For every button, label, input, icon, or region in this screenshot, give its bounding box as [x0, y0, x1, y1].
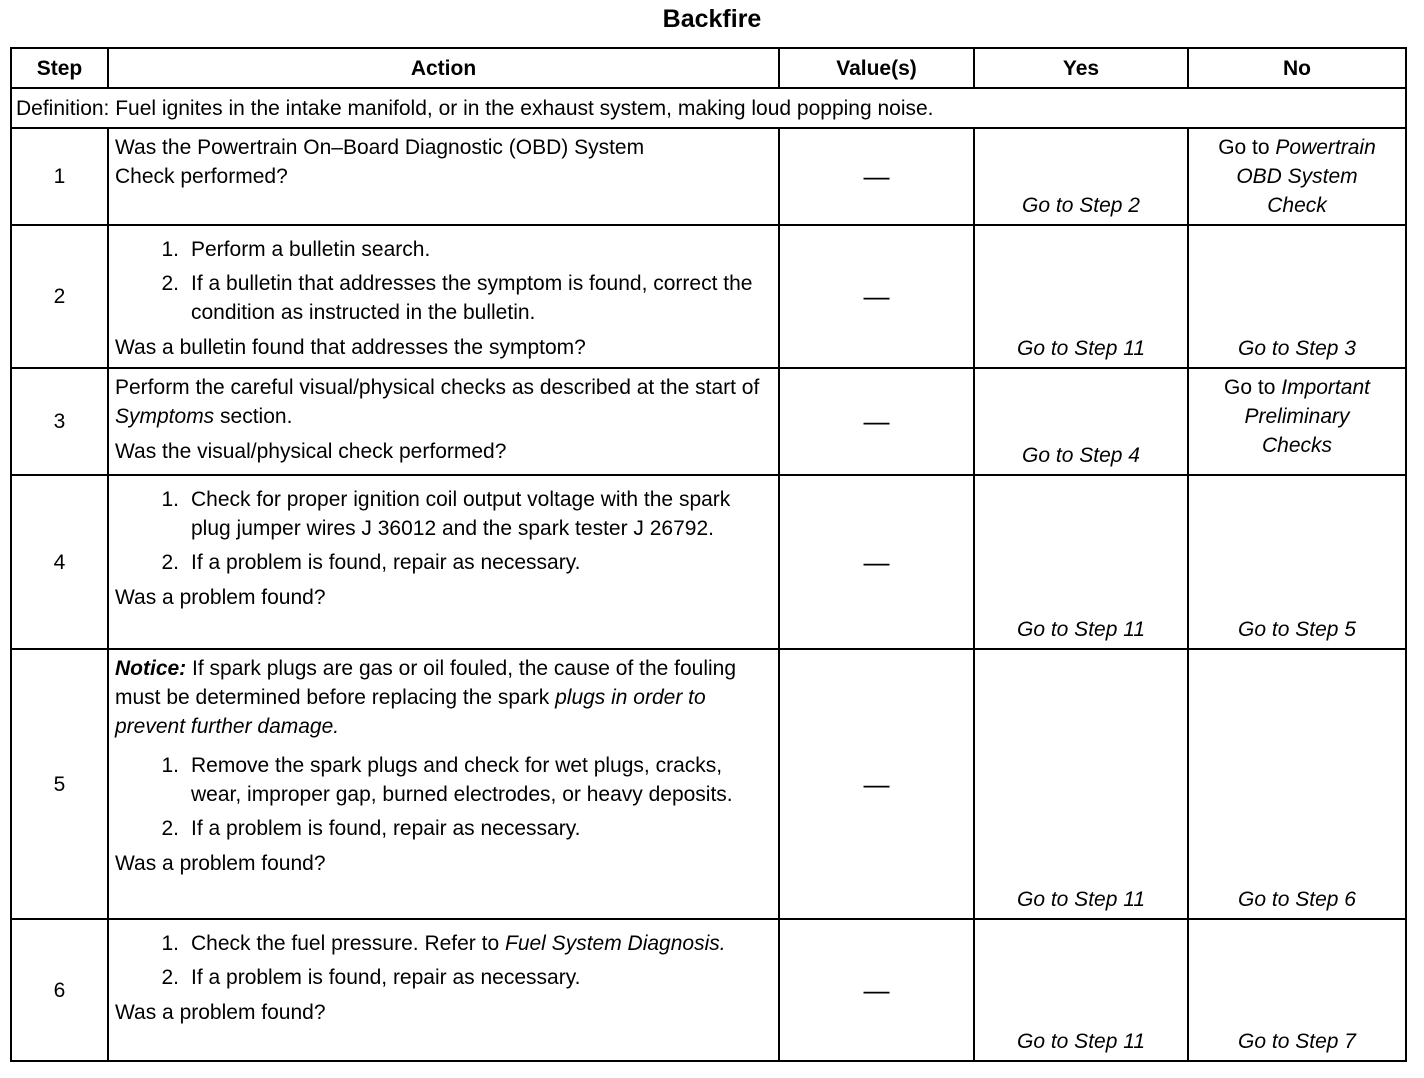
notice-label: Notice:	[115, 657, 187, 680]
table-row	[11, 225, 1406, 368]
yes-cell: Go to Step 11	[974, 225, 1188, 368]
notice-text: If spark plugs are gas or oil fouled, the cause of the fouling must be determined before replacing the spark	[115, 657, 737, 709]
step-number: 4	[11, 475, 108, 649]
value-cell: —	[779, 649, 974, 919]
yes-cell: Go to Step 2	[974, 128, 1188, 225]
no-cell	[1188, 128, 1406, 225]
diagnostic-table	[10, 47, 1407, 1062]
value-cell: —	[779, 128, 974, 225]
table-row	[11, 919, 1406, 1061]
action-line: Check performed?	[115, 165, 288, 188]
action-cell	[108, 368, 779, 475]
no-link: Important	[1281, 376, 1370, 399]
action-line: Was the Powertrain On–Board Diagnostic (OBD) System	[115, 136, 645, 159]
question-text: Was a problem found?	[115, 586, 326, 609]
no-link: Powertrain	[1275, 136, 1376, 159]
no-link: OBD System	[1236, 165, 1358, 188]
header-row	[11, 48, 1406, 88]
action-link: Fuel System Diagnosis.	[505, 932, 726, 955]
action-cell	[108, 475, 779, 649]
yes-cell: Go to Step 11	[974, 919, 1188, 1061]
value-cell: —	[779, 368, 974, 475]
list-item: 1. Remove the spark plugs and check for wet plugs, cracks, wear, improper gap, burned electrodes, or heavy deposits.	[161, 754, 733, 806]
step-number: 1	[11, 128, 108, 225]
step-number: 5	[11, 649, 108, 919]
action-text: section.	[220, 405, 293, 428]
action-cell	[108, 225, 779, 368]
no-link: Checks	[1261, 434, 1333, 457]
yes-cell: Go to Step 4	[974, 368, 1188, 475]
list-item: 1. Check the fuel pressure. Refer to Fuel System Diagnosis.	[161, 932, 726, 955]
no-cell: Go to Step 5	[1188, 475, 1406, 649]
table-row	[11, 368, 1406, 475]
yes-cell: Go to Step 11	[974, 649, 1188, 919]
step-number: 6	[11, 919, 108, 1061]
step-number: 2	[11, 225, 108, 368]
no-cell: Go to Step 7	[1188, 919, 1406, 1061]
header-no: No	[1188, 48, 1406, 88]
action-cell	[108, 919, 779, 1061]
notice-text-italic: plugs in order to prevent further damage.	[115, 686, 706, 738]
question-text: Was a bulletin found that addresses the symptom?	[115, 336, 586, 359]
no-prefix: Go to	[1218, 136, 1270, 159]
no-cell: Go to Step 3	[1188, 225, 1406, 368]
header-action: Action	[108, 48, 779, 88]
question-text: Was a problem found?	[115, 1001, 326, 1024]
notice-paragraph	[115, 654, 772, 741]
list-item: 1. Check for proper ignition coil output voltage with the spark plug jumper wires J 36012 and the spark tester J 26792.	[161, 488, 731, 540]
value-cell: —	[779, 225, 974, 368]
yes-cell: Go to Step 11	[974, 475, 1188, 649]
list-item: 2. If a problem is found, repair as necessary.	[161, 966, 581, 989]
action-text: Perform the careful visual/physical checks as described at the start of	[115, 376, 760, 399]
table-row	[11, 475, 1406, 649]
definition-row	[11, 88, 1406, 128]
definition-text: Definition: Fuel ignites in the intake manifold, or in the exhaust system, making loud popping noise.	[11, 88, 1406, 128]
table-row	[11, 128, 1406, 225]
question-text: Was a problem found?	[115, 852, 326, 875]
list-item: 2. If a problem is found, repair as necessary.	[161, 817, 581, 840]
action-link: Symptoms	[115, 405, 215, 428]
header-step: Step	[11, 48, 108, 88]
list-item: 2. If a bulletin that addresses the symptom is found, correct the condition as instructed in the bulletin.	[161, 272, 753, 324]
value-cell: —	[779, 475, 974, 649]
list-item: 2. If a problem is found, repair as necessary.	[161, 551, 581, 574]
value-cell: —	[779, 919, 974, 1061]
header-yes: Yes	[974, 48, 1188, 88]
action-cell	[108, 649, 779, 919]
no-link: Preliminary	[1244, 405, 1350, 428]
no-link: Check	[1267, 194, 1327, 217]
no-prefix: Go to	[1224, 376, 1276, 399]
page-title: Backfire	[662, 5, 762, 33]
question-text: Was the visual/physical check performed?	[115, 440, 507, 463]
no-cell	[1188, 368, 1406, 475]
list-item: 1. Perform a bulletin search.	[161, 238, 431, 261]
no-cell: Go to Step 6	[1188, 649, 1406, 919]
step-number: 3	[11, 368, 108, 475]
header-values: Value(s)	[779, 48, 974, 88]
action-cell	[108, 128, 779, 225]
table-row	[11, 649, 1406, 919]
